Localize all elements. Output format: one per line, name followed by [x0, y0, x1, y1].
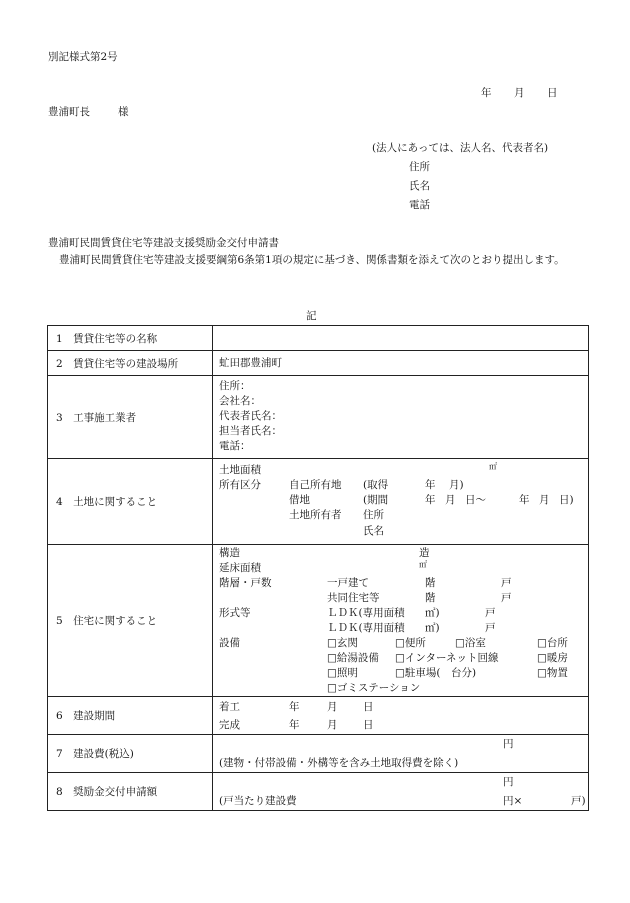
eq-toilet-checkbox[interactable]: □便所 — [395, 637, 426, 649]
date-month: 月 — [514, 87, 525, 99]
format-label: 形式等 — [219, 607, 251, 619]
own-land-label: 自己所有地 — [289, 479, 342, 491]
period-month: 月 — [445, 494, 456, 506]
start-month: 月 — [327, 701, 338, 713]
row-cost — [48, 735, 589, 773]
eq-storage-checkbox[interactable]: □物置 — [537, 667, 568, 679]
applicant-address-label: 住所 — [409, 161, 430, 173]
period-year: 年 — [425, 494, 436, 506]
row-label: 8 奨励金交付申請額 — [56, 786, 158, 798]
shared-floor: 階 — [425, 592, 436, 604]
row-subsidy — [48, 773, 589, 811]
name-value-cell[interactable] — [213, 326, 589, 351]
row-label: 1 賃貸住宅等の名称 — [56, 332, 158, 345]
end-month: 月 — [327, 719, 338, 731]
row-contractor — [48, 376, 589, 459]
eq-garbage-checkbox[interactable]: □ゴミステーション — [327, 682, 421, 694]
applicant-name-label: 氏名 — [409, 180, 430, 192]
per-unit-yen: 円× — [503, 795, 523, 807]
shared-label: 共同住宅等 — [327, 592, 380, 604]
intro-paragraph: 豊浦町民間賃貸住宅等建設支援要綱第6条第1項の規定に基づき、関係書類を添えて次のとおり提出します。 — [59, 254, 565, 266]
eq-internet-checkbox[interactable]: □インターネット回線 — [395, 652, 499, 664]
form-number: 別記様式第2号 — [48, 51, 118, 63]
eq-water-heater-checkbox[interactable]: □給湯設備 — [327, 652, 379, 664]
period-month2: 月 — [539, 494, 550, 506]
eq-lighting-checkbox[interactable]: □照明 — [327, 667, 358, 679]
lease-label: 借地 — [289, 494, 310, 506]
ldk2-units: 戸 — [485, 622, 496, 634]
contractor-address: 住所： — [219, 380, 251, 392]
start-day: 日 — [363, 701, 374, 713]
row-period — [48, 697, 589, 735]
ownership-label: 所有区分 — [219, 479, 261, 491]
acq-month: 月) — [449, 479, 464, 491]
period-open: (期間 — [363, 494, 389, 506]
end-day: 日 — [363, 719, 374, 731]
ldk1-units: 戸 — [485, 607, 496, 619]
ldk1-unit: ㎡) — [425, 607, 440, 619]
document-title: 豊浦町民間賃貸住宅等建設支援奨励金交付申請書 — [48, 237, 279, 249]
end-label: 完成 — [219, 719, 240, 731]
contractor-rep: 代表者氏名： — [219, 410, 282, 422]
floor-area-label: 延床面積 — [219, 562, 261, 574]
floor-area-unit: ㎡ — [419, 560, 427, 569]
row-housing — [48, 545, 589, 697]
per-unit-units: 戸) — [571, 795, 586, 807]
row-label: 4 土地に関すること — [56, 496, 158, 508]
ki-heading: 記 — [306, 310, 317, 322]
detached-floor: 階 — [425, 577, 436, 589]
location-value: 虻田郡豊浦町 — [219, 357, 282, 369]
ldk2-unit: ㎡) — [425, 622, 440, 634]
eq-kitchen-checkbox[interactable]: □台所 — [537, 637, 568, 649]
applicant-phone-label: 電話 — [409, 199, 430, 211]
acq-open: (取得 — [363, 479, 389, 491]
row-label: 6 建設期間 — [56, 710, 116, 722]
date-year: 年 — [481, 87, 492, 99]
structure-label: 構造 — [219, 547, 240, 559]
structure-suffix: 造 — [419, 547, 430, 559]
row-land — [48, 459, 589, 545]
row-label: 3 工事施工業者 — [56, 411, 137, 424]
detached-label: 一戸建て — [327, 577, 369, 589]
contractor-phone: 電話： — [219, 440, 251, 452]
land-area-label: 土地面積 — [219, 464, 261, 476]
end-year: 年 — [289, 719, 300, 731]
applicant-note: (法人にあっては、法人名、代表者名) — [372, 142, 549, 154]
period-year2: 年 — [519, 494, 530, 506]
cost-yen: 円 — [503, 738, 514, 750]
floors-label: 階層・戸数 — [219, 577, 272, 589]
landowner-label: 土地所有者 — [289, 509, 342, 521]
detached-units: 戸 — [501, 577, 512, 589]
subsidy-yen: 円 — [503, 776, 514, 788]
contractor-person: 担当者氏名： — [219, 425, 282, 437]
eq-entrance-checkbox[interactable]: □玄関 — [327, 637, 358, 649]
eq-parking-checkbox[interactable]: □駐車場( 台分) — [395, 667, 477, 679]
equipment-label: 設備 — [219, 637, 240, 649]
honorific: 様 — [118, 106, 129, 118]
eq-heating-checkbox[interactable]: □暖房 — [537, 652, 568, 664]
application-table — [47, 325, 589, 811]
cost-note: (建物・付帯設備・外構等を含み土地取得費を除く) — [219, 757, 459, 769]
landowner-address: 住所 — [363, 509, 384, 521]
addressee: 豊浦町長 — [48, 106, 90, 118]
acq-year: 年 — [425, 479, 436, 491]
land-area-unit: ㎡ — [489, 462, 497, 471]
row-name — [48, 326, 589, 351]
row-label: 2 賃貸住宅等の建設場所 — [56, 357, 179, 370]
per-unit-label: (戸当たり建設費 — [219, 795, 297, 807]
row-label: 7 建設費(税込) — [56, 748, 134, 760]
period-day: 日〜 — [465, 494, 486, 506]
landowner-name: 氏名 — [363, 525, 384, 537]
start-year: 年 — [289, 701, 300, 713]
eq-bath-checkbox[interactable]: □浴室 — [455, 637, 486, 649]
start-label: 着工 — [219, 701, 240, 713]
ldk1-label: ＬＤＫ(専用面積 — [327, 607, 405, 619]
shared-units: 戸 — [501, 592, 512, 604]
row-location — [48, 351, 589, 376]
period-day2: 日) — [559, 494, 574, 506]
row-label: 5 住宅に関すること — [56, 615, 158, 627]
ldk2-label: ＬＤＫ(専用面積 — [327, 622, 405, 634]
date-day: 日 — [547, 87, 558, 99]
contractor-company: 会社名： — [219, 395, 261, 407]
